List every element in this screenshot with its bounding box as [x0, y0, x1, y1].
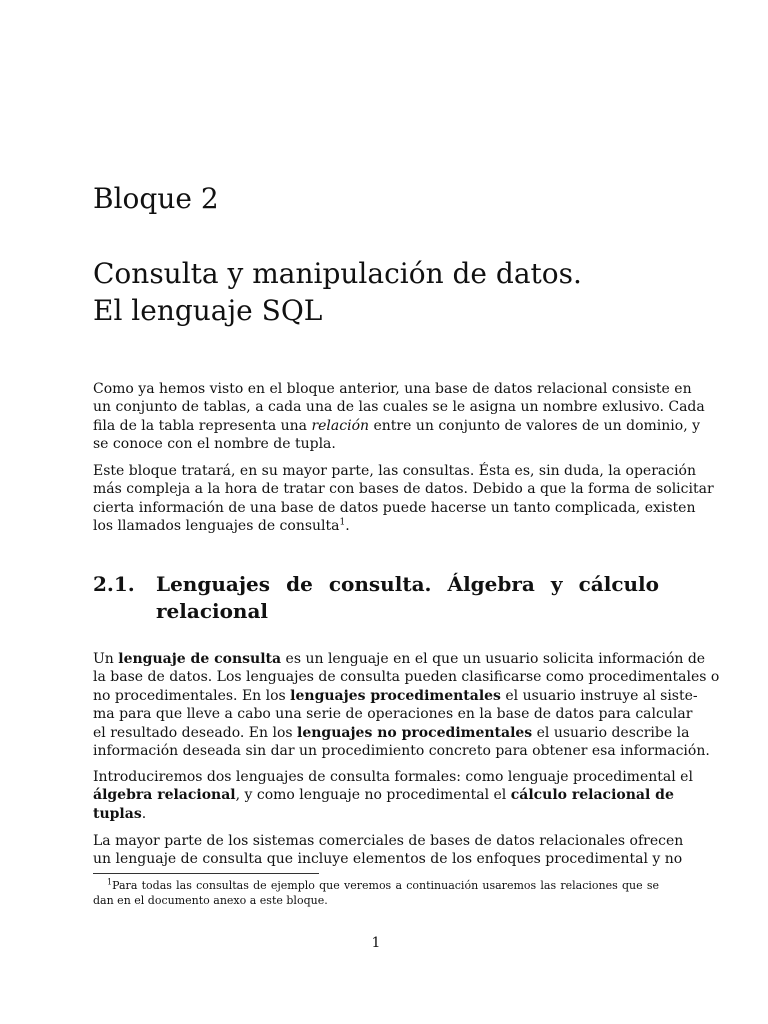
- text-line: Introduciremos dos lenguajes de consulta formales: como lenguaje procedimental el: [93, 769, 693, 785]
- section-title-line-1: Lenguajes de consulta. Álgebra y cálculo: [156, 572, 659, 596]
- section-paragraph-1: [93, 650, 720, 760]
- text-line: se conoce con el nombre de tupla.: [93, 436, 336, 453]
- footnote-divider: [93, 873, 319, 874]
- text-line: ma para que lleve a cabo una serie de operaciones en la base de datos para calcular: [93, 706, 693, 723]
- bold-term: cálculo relacional de: [510, 787, 674, 804]
- intro-paragraph-2: [93, 462, 714, 536]
- italic-term: relación: [311, 417, 370, 434]
- bold-term: lenguaje de consulta: [118, 651, 282, 667]
- intro-paragraph-1: [93, 380, 705, 454]
- section-paragraph-3: [93, 832, 684, 869]
- text-run: fila de la tabla representa una: [93, 417, 312, 434]
- text-run: Un: [93, 651, 119, 667]
- text-line: [93, 724, 690, 742]
- text-run: .: [345, 518, 350, 535]
- bold-term: tuplas: [93, 805, 142, 822]
- bold-term: lenguajes procedimentales: [290, 687, 501, 704]
- text-run: , y como lenguaje no procedimental el: [235, 787, 511, 804]
- footnote-line: [93, 878, 659, 893]
- footnote-line: dan en el documento anexo a este bloque.: [93, 894, 328, 907]
- chapter-title: [93, 255, 659, 329]
- text-line: la base de datos. Los lenguajes de consulta pueden clasificarse como procedimentales o: [93, 669, 720, 686]
- text-line: más compleja a la hora de tratar con bases de datos. Debido a que la forma de solicitar: [93, 481, 714, 498]
- chapter-label: Bloque 2: [93, 182, 219, 215]
- text-run: los llamados lenguajes de consulta: [93, 518, 340, 535]
- footnote-marker: 1: [339, 517, 346, 528]
- text-line: cierta información de una base de datos puede hacerse un tanto complicada, existen: [93, 499, 696, 516]
- text-line: [93, 417, 701, 435]
- text-line: [93, 687, 698, 705]
- text-run: el resultado deseado. En los: [93, 724, 298, 741]
- text-line: [93, 786, 674, 804]
- text-run: entre un conjunto de valores de un dominio, y: [369, 417, 701, 434]
- text-line: Este bloque tratará, en su mayor parte, las consultas. Ésta es, sin duda, la operación: [93, 463, 696, 479]
- text-line: información deseada sin dar un procedimiento concreto para obtener esa información.: [93, 743, 710, 760]
- footnote-marker: 1: [107, 877, 113, 887]
- section-number: 2.1.: [93, 572, 135, 596]
- section-paragraph-2: [93, 768, 693, 823]
- page-number: 1: [371, 935, 381, 951]
- section-title-line-2: relacional: [156, 599, 269, 623]
- bold-term: lenguajes no procedimentales: [297, 724, 533, 741]
- text-run: el usuario describe la: [532, 724, 690, 741]
- text-line: La mayor parte de los sistemas comerciales de bases de datos relacionales ofrecen: [93, 833, 684, 849]
- text-line: [93, 650, 706, 668]
- text-line: [93, 805, 659, 823]
- text-run: .: [141, 805, 147, 822]
- text-line: Como ya hemos visto en el bloque anterior, una base de datos relacional consiste en: [93, 381, 692, 397]
- text-run: Para todas las consultas de ejemplo que veremos a continuación usaremos las relaciones que se: [112, 879, 659, 892]
- text-run: es un lenguaje en el que un usuario solicita información de: [281, 651, 706, 667]
- chapter-title-line-2: El lenguaje SQL: [93, 294, 323, 327]
- chapter-title-line-1: Consulta y manipulación de datos.: [93, 257, 582, 290]
- text-run: no procedimentales. En los: [93, 687, 291, 704]
- section-title: [156, 571, 659, 625]
- text-line: [93, 517, 659, 535]
- footnote: [93, 878, 659, 908]
- text-line: un lenguaje de consulta que incluye elementos de los enfoques procedimental y no: [93, 851, 683, 868]
- text-run: el usuario instruye al siste-: [500, 687, 698, 704]
- text-line: un conjunto de tablas, a cada una de las cuales se le asigna un nombre exlusivo. Cada: [93, 399, 705, 416]
- bold-term: álgebra relacional: [93, 787, 236, 804]
